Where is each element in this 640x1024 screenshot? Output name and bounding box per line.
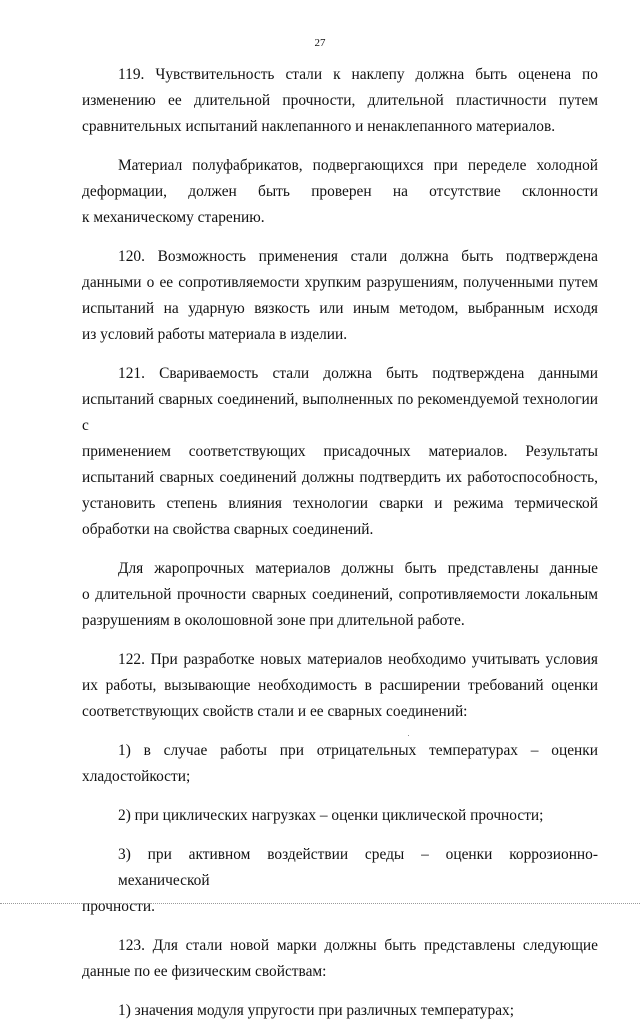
paragraph-heat-resistant <box>82 556 598 634</box>
text-line: испытаний на ударную вязкость или иным методом, выбранным исходя <box>82 300 598 317</box>
text-line: соответствующих свойств стали и ее сварных соединений: <box>82 703 468 720</box>
text-line: изменению ее длительной прочности, длительной пластичности путем <box>82 92 598 109</box>
text-line: 122. При разработке новых материалов необходимо учитывать условия <box>118 651 598 668</box>
text-line: установить степень влияния технологии сварки и режима термической <box>82 495 598 512</box>
text-line: разрушениям в околошовной зоне при длительной работе. <box>82 612 465 629</box>
text-line: Для жаропрочных материалов должны быть представлены данные <box>118 560 598 577</box>
paragraph-123 <box>82 933 598 985</box>
list-item-3 <box>82 842 598 920</box>
text-line: данными о ее сопротивляемости хрупким разрушениям, полученными путем <box>82 274 598 291</box>
text-line: Материал полуфабрикатов, подвергающихся при переделе холодной <box>118 157 598 174</box>
text-line: 3) при активном воздействии среды – оценки коррозионно-механической <box>118 846 598 889</box>
text-line: испытаний сварных соединений, выполненных по рекомендуемой технологии с <box>82 391 598 434</box>
text-line: 121. Свариваемость стали должна быть подтверждена данными <box>118 365 598 382</box>
text-line: данные по ее физическим свойствам: <box>82 963 327 980</box>
list-item-1 <box>82 738 598 790</box>
text-line: прочности. <box>82 898 155 915</box>
scan-edge-line <box>0 903 640 904</box>
paragraph-120 <box>82 244 598 348</box>
text-line: 1) значения модуля упругости при различных температурах; <box>118 1002 514 1019</box>
text-line: 120. Возможность применения стали должна быть подтверждена <box>118 248 598 265</box>
paragraph-119 <box>82 62 598 140</box>
list-item-2 <box>82 803 598 829</box>
paragraph-material <box>82 153 598 231</box>
text-line: применением соответствующих присадочных материалов. Результаты <box>82 443 598 460</box>
text-line: хладостойкости; <box>82 768 191 785</box>
paragraph-122 <box>82 647 598 725</box>
text-line: к механическому старению. <box>82 209 265 226</box>
text-line: сравнительных испытаний наклепанного и ненаклепанного материалов. <box>82 118 556 135</box>
text-line: о длительной прочности сварных соединений, сопротивляемости локальным <box>82 586 598 603</box>
scan-speck <box>408 735 409 736</box>
document-body <box>82 62 598 1024</box>
text-line: испытаний сварных соединений должны подтвердить их работоспособность, <box>82 469 598 486</box>
text-line: 119. Чувствительность стали к наклепу должна быть оценена по <box>118 66 598 83</box>
text-line: 1) в случае работы при отрицательных температурах – оценки <box>118 742 598 759</box>
text-line: деформации, должен быть проверен на отсутствие склонности <box>82 183 598 200</box>
text-line: обработки на свойства сварных соединений. <box>82 521 374 538</box>
text-line: из условий работы материала в изделии. <box>82 326 348 343</box>
list-item-123-1 <box>82 998 598 1024</box>
page-number: 27 <box>314 37 326 49</box>
paragraph-121 <box>82 361 598 543</box>
text-line: их работы, вызывающие необходимость в расширении требований оценки <box>82 677 598 694</box>
text-line: 2) при циклических нагрузках – оценки циклической прочности; <box>118 807 544 824</box>
text-line: 123. Для стали новой марки должны быть представлены следующие <box>118 937 598 954</box>
